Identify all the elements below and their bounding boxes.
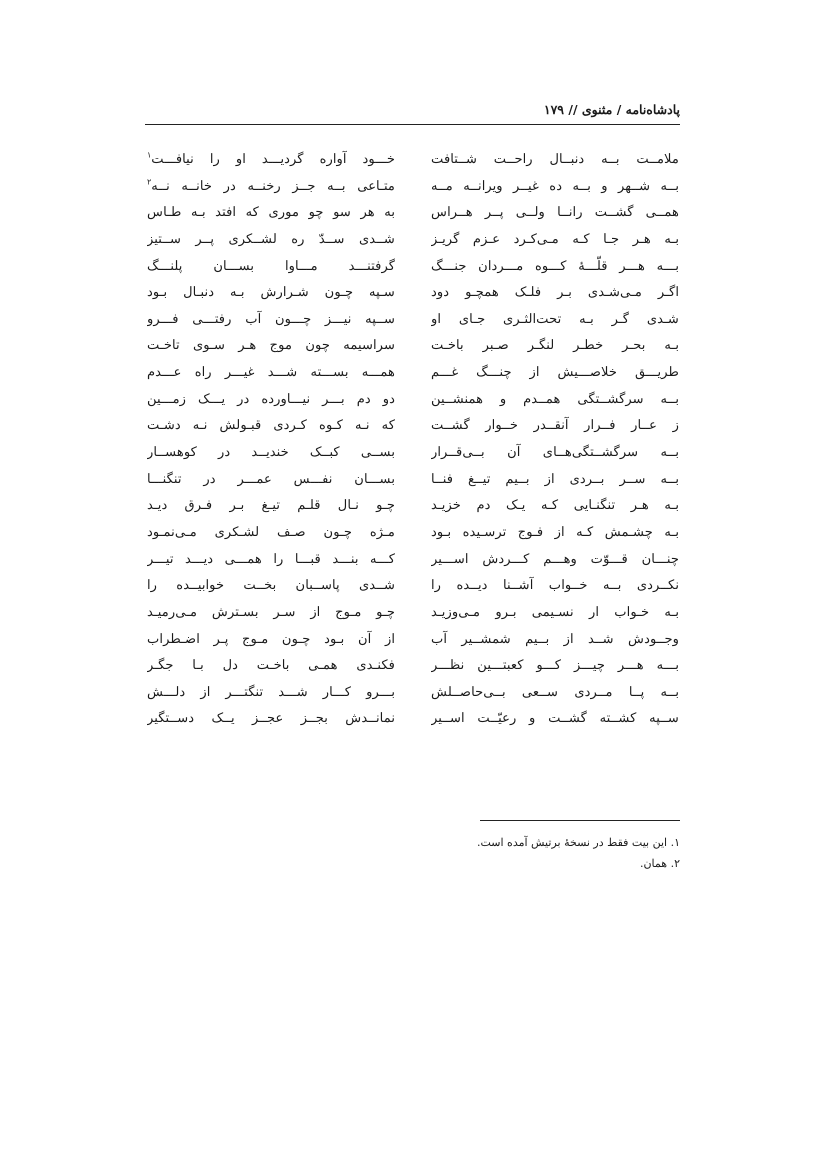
hemistich-second [147,627,395,654]
hemistich-text: بـه چشـمش کـه از فـوج ترسـیده بـود [431,524,679,540]
hemistich-text: بـــه هـــر قلّـــهٔ کـــوه مـــردان جنـــگ [431,258,679,274]
hemistich-second [147,706,395,733]
hemistich-text: بـه بحـر خطـر لنگـر صـبر باخـت [431,338,679,354]
hemistich-text: چنـــان قـــوّت وهـــم کـــردش اســـیر [431,551,679,567]
hemistich-text: بــه ســر بــردی از بــیم تیــغ فنــا [431,471,679,487]
hemistich-first [431,520,679,547]
hemistich-text: بــه پــا مــردی ســعی بــی‌حاصــلش [431,684,679,700]
footnote-item: ۲. همان. [639,857,680,870]
hemistich-second [147,174,395,201]
hemistich-text: نمانــدش بجــز عجــز یــک دســتگیر [147,711,395,727]
hemistich-second [147,547,395,574]
hemistich-first [431,200,679,227]
hemistich-second [147,200,395,227]
hemistich-text: سـپه چـون شـرارش بـه دنبـال بـود [147,285,395,301]
hemistich-first [431,600,679,627]
hemistich-first [431,627,679,654]
hemistich-second [147,440,395,467]
hemistich-first [431,174,679,201]
hemistich-first [431,467,679,494]
running-head: پادشاه‌نامه / مثنوی // ۱۷۹ [543,102,680,117]
header-rule [145,124,680,125]
hemistich-text: سراسیمه چون موج هـر سـوی تاخـت [147,338,395,354]
hemistich-text: فکنـدی همـی باخـت دل بـا جگـر [147,658,395,674]
hemistich-text: وجــودش شــد از بــیم شمشــیر آب [431,631,679,647]
hemistich-text: مـژه چـون صـف لشـکری مـی‌نمـود [147,524,395,540]
hemistich-text: که نـه کـوه کـردی قبـولش نـه دشـت [147,418,395,434]
hemistich-text: بــه سرگشــتگی همــدم و همنشــین [431,391,679,407]
verse-column-first-hemistich [431,147,679,733]
hemistich-first [431,360,679,387]
hemistich-text: متـاعی بــه جــز رخنــه در خانــه نــه [151,178,395,194]
footnote-item: ۱. این بیت فقط در نسخهٔ برتیش آمده است. [476,836,680,849]
hemistich-second [147,573,395,600]
hemistich-first [431,706,679,733]
hemistich-text: چـو نـال قلـم تیـغ بـر فـرق دیـد [147,498,395,514]
footnote-marker: ۲ [147,177,152,187]
hemistich-second [147,413,395,440]
hemistich-first [431,440,679,467]
hemistich-text: ز عــار فــرار آنقــدر خــوار گشــت [431,418,679,434]
hemistich-text: نکــردی بــه خــواب آشــنا دیــده را [431,578,679,594]
hemistich-first [431,653,679,680]
hemistich-text: شــدی ســدّ ره لشــکری پــر ســتیز [147,231,395,247]
footnote-marker: ۱ [147,150,152,160]
hemistich-text: ملامــت بــه دنبــال راحــت شــتافت [431,152,679,167]
hemistich-text: بســی کبــک خندیــد در کوهســار [147,445,395,461]
hemistich-text: به هر سو چو موری که افتد بـه طـاس [147,205,395,221]
hemistich-first [431,307,679,334]
hemistich-text: از آن بـود چـون مـوج پـر اضـطراب [147,631,395,647]
hemistich-first [431,280,679,307]
hemistich-first [431,387,679,414]
footnote-rule [480,820,680,821]
hemistich-first [431,413,679,440]
hemistich-second [147,147,395,174]
hemistich-second [147,280,395,307]
hemistich-first [431,573,679,600]
hemistich-second [147,493,395,520]
hemistich-second [147,254,395,281]
hemistich-first [431,547,679,574]
hemistich-second [147,653,395,680]
hemistich-second [147,307,395,334]
hemistich-first [431,333,679,360]
hemistich-text: بـــرو کـــار شـــد تنگتـــر از دلـــش [147,684,395,700]
hemistich-second [147,680,395,707]
hemistich-second [147,600,395,627]
hemistich-text: اگـر مـی‌شـدی بـر فلـک همچـو دود [431,285,679,301]
hemistich-text: ســپه نیـــز چـــون آب رفتـــی فـــرو [147,311,395,327]
hemistich-text: بـه هـر جـا کـه مـی‌کـرد عـزم گریـز [431,231,679,247]
hemistich-text: دو دم بـــر نیـــاورده در یـــک زمـــین [147,391,395,407]
hemistich-text: گرفتنـــد مـــاوا بســـان پلنـــگ [147,258,395,274]
hemistich-first [431,227,679,254]
hemistich-text: چـو مـوج از سـر بسـترش مـی‌رمیـد [147,604,395,620]
hemistich-text: بســـان نفـــس عمـــر در تنگنـــا [147,471,395,487]
hemistich-text: ســپه کشــته گشــت و رعیّــت اســیر [431,711,679,727]
hemistich-text: خـــود آواره گردیـــد او را نیافـــت [151,152,395,167]
hemistich-text: شــدی پاســبان بخــت خوابیــده را [147,578,395,594]
hemistich-text: شـدی گـر بـه تحت‌الثـری جـای او [431,311,679,327]
hemistich-text: طریـــق خلاصـــیش از چنـــگ غـــم [431,365,679,381]
hemistich-first [431,147,679,174]
hemistich-text: بـــه هـــر چیـــز کـــو کعبتـــین نظـــر [431,658,679,674]
hemistich-second [147,227,395,254]
footnotes [300,832,680,874]
hemistich-text: همــی گشــت رانــا ولــی پــر هــراس [431,205,679,221]
hemistich-first [431,680,679,707]
hemistich-second [147,467,395,494]
hemistich-text: بـه هـر تنگنـایی کـه یـک دم خزیـد [431,498,679,514]
hemistich-second [147,333,395,360]
hemistich-first [431,493,679,520]
hemistich-text: بـه خـواب ار نسـیمی بـرو مـی‌وزیـد [431,604,679,620]
hemistich-text: همـــه بســـته شـــد غیـــر راه عـــدم [147,365,395,381]
hemistich-second [147,520,395,547]
hemistich-second [147,360,395,387]
hemistich-text: بــه سرگشــتگی‌هــای آن بــی‌قــرار [431,445,679,461]
verse-column-second-hemistich [147,147,395,733]
hemistich-text: بــه شــهر و بــه ده غیــر ویرانــه مــه [431,178,679,194]
hemistich-first [431,254,679,281]
hemistich-text: کـــه بنـــد قبـــا را همـــی دیـــد تیـــر [147,551,395,567]
hemistich-second [147,387,395,414]
